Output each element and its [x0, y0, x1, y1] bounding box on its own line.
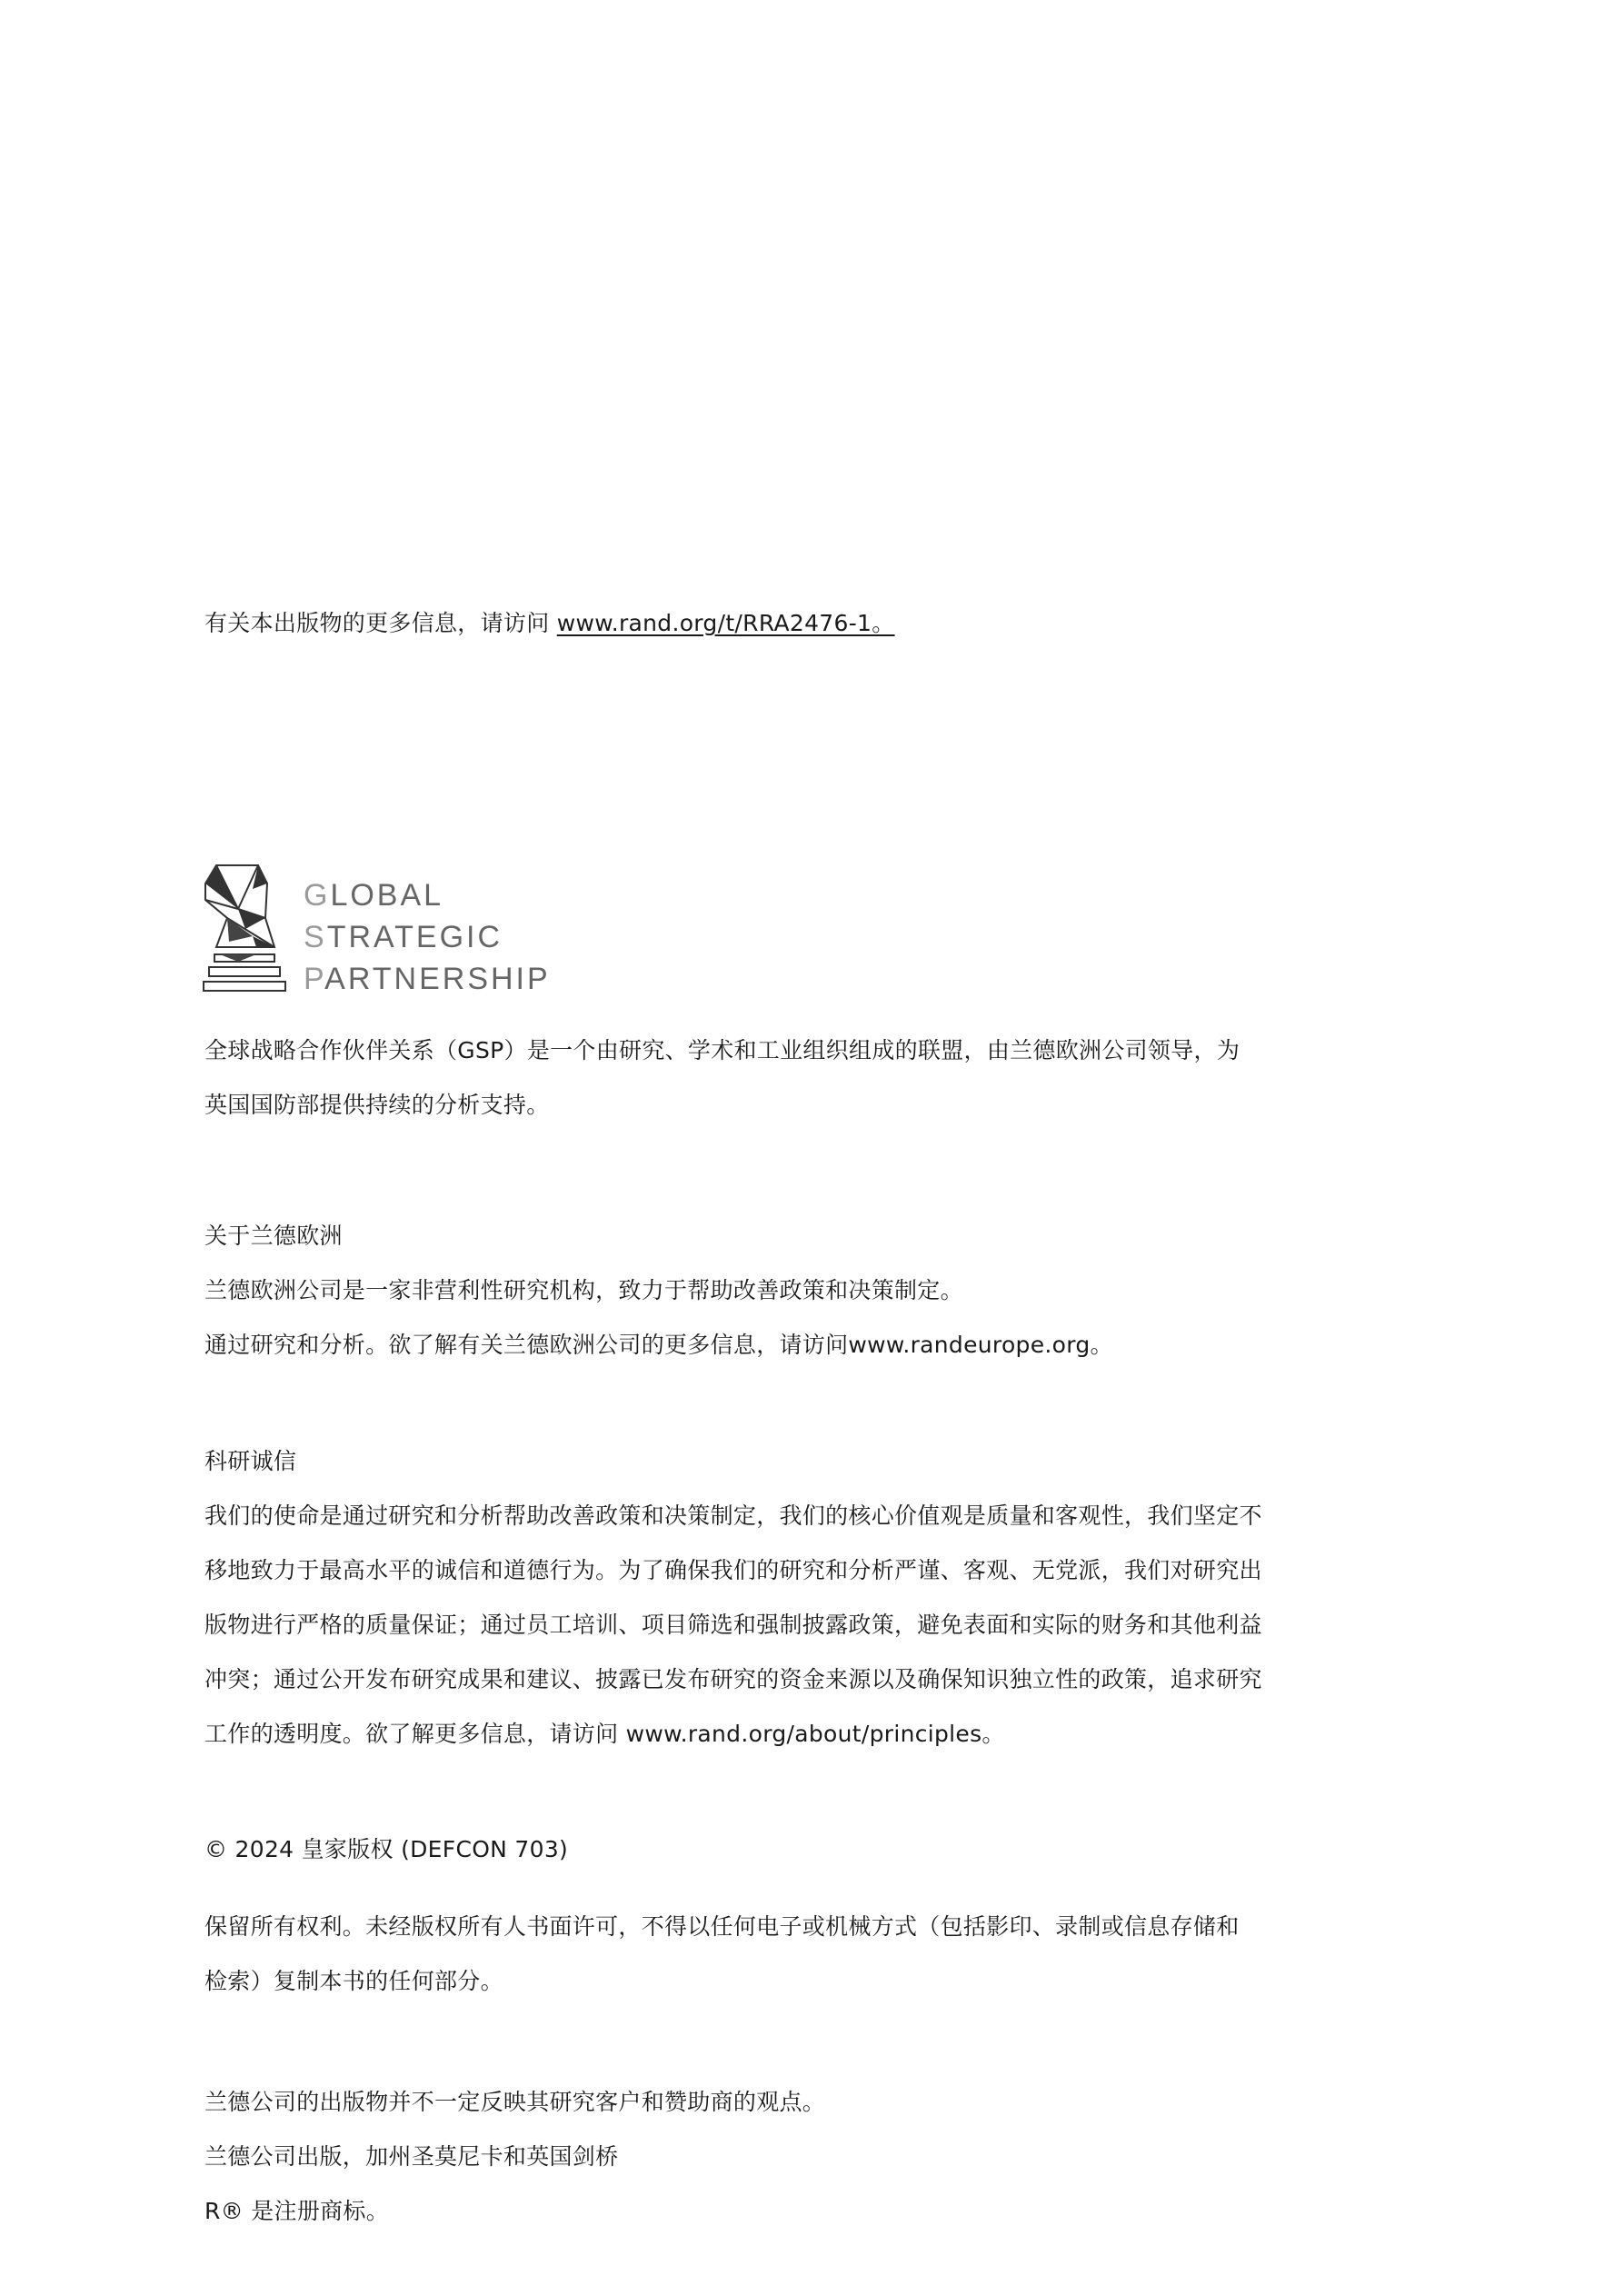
integrity-line: 移地致力于最高水平的诚信和道德行为。为了确保我们的研究和分析严谨、客观、无党派，我们对研究出 — [204, 1557, 1262, 1583]
gsp-logo — [202, 863, 547, 1000]
integrity-heading: 科研诚信 — [204, 1448, 297, 1474]
publisher-text: 兰德公司出版，加州圣莫尼卡和英国剑桥 — [204, 2143, 619, 2170]
rights-line: 检索）复制本书的任何部分。 — [204, 1968, 503, 1994]
knight-chess-piece-icon — [202, 863, 547, 1000]
gsp-wordmark-global: GLOBAL — [304, 878, 444, 913]
rights-line: 保留所有权利。未经版权所有人书面许可，不得以任何电子或机械方式（包括影印、录制或信息存储和 — [204, 1913, 1240, 1940]
about-line: 通过研究和分析。欲了解有关兰德欧洲公司的更多信息，请访问www.randeurope.org。 — [204, 1332, 1113, 1358]
about-heading: 关于兰德欧洲 — [204, 1223, 343, 1249]
integrity-section — [204, 1434, 1262, 1762]
integrity-line: 我们的使命是通过研究和分析帮助改善政策和决策制定，我们的核心价值观是质量和客观性，我们坚定不 — [204, 1502, 1262, 1529]
disclaimer-text: 兰德公司的出版物并不一定反映其研究客户和赞助商的观点。 — [204, 2089, 826, 2115]
publication-info-prefix: 有关本出版物的更多信息，请访问 — [204, 610, 557, 636]
publication-url-link[interactable]: www.rand.org/t/RRA2476-1。 — [556, 610, 895, 636]
trademark-text: R® 是注册商标。 — [204, 2198, 390, 2224]
about-line: 兰德欧洲公司是一家非营利性研究机构，致力于帮助改善政策和决策制定。 — [204, 1277, 963, 1303]
gsp-wordmark-strategic: STRATEGIC — [304, 920, 503, 954]
about-section — [204, 1209, 1113, 1373]
gsp-description-line: 全球战略合作伙伴关系（GSP）是一个由研究、学术和工业组织组成的联盟，由兰德欧洲公司领导，为 — [204, 1037, 1240, 1063]
integrity-line: 工作的透明度。欲了解更多信息，请访问 www.rand.org/about/principles。 — [204, 1721, 1005, 1747]
publication-info — [204, 596, 895, 651]
integrity-line: 冲突；通过公开发布研究成果和建议、披露已发布研究的资金来源以及确保知识独立性的政策，追求研究 — [204, 1666, 1262, 1692]
gsp-wordmark-partnership: PARTNERSHIP — [304, 962, 547, 996]
footer-section — [204, 2075, 825, 2239]
gsp-description — [204, 1023, 1240, 1133]
rights-section — [204, 1900, 1240, 2009]
gsp-description-line: 英国国防部提供持续的分析支持。 — [204, 1092, 550, 1118]
copyright-notice: © 2024 皇家版权 (DEFCON 703) — [204, 1836, 569, 1862]
integrity-line: 版物进行严格的质量保证；通过员工培训、项目筛选和强制披露政策，避免表面和实际的财务和其他利益 — [204, 1612, 1262, 1638]
